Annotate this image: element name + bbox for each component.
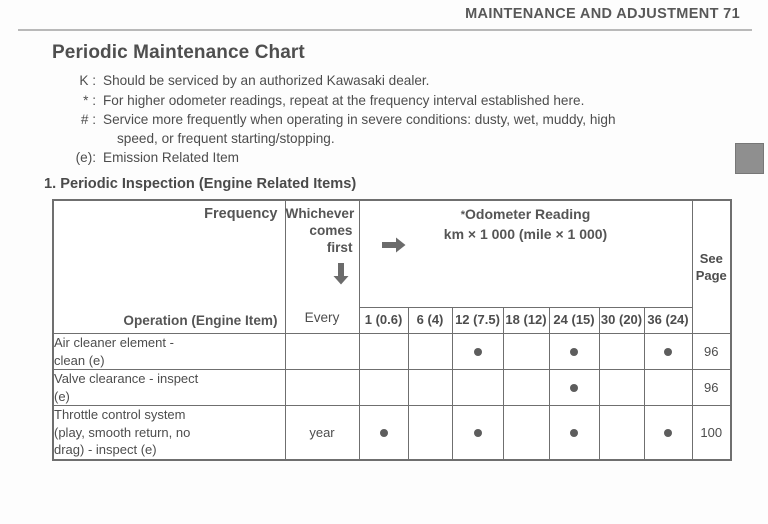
table-header-row <box>53 200 731 308</box>
odometer-col-3 <box>452 308 503 334</box>
mark-cell-2 <box>408 406 452 460</box>
mark-cell-2 <box>408 370 452 406</box>
odometer-col-6 <box>599 308 644 334</box>
operation-label: Operation (Engine Item) <box>123 313 278 328</box>
table-row <box>53 334 731 370</box>
see-page-line-1: See <box>699 251 723 266</box>
frequency-label: Frequency <box>204 206 278 222</box>
legend-text: Emission Related Item <box>103 150 239 165</box>
header-cell-see-page <box>692 200 731 334</box>
odometer-mile-4: (12) <box>523 312 547 327</box>
see-page-cell: 96 <box>692 370 731 406</box>
header-cell-odometer <box>359 200 692 308</box>
running-head: MAINTENANCE AND ADJUSTMENT 71 <box>465 6 740 22</box>
operation-line-2: (e) <box>54 388 70 404</box>
whichever-line-3: first <box>326 240 353 255</box>
mark-cell-4 <box>503 406 549 460</box>
operation-cell <box>53 406 285 460</box>
odometer-mile-1: (0.6) <box>375 312 403 327</box>
header-cell-every <box>285 200 359 334</box>
maintenance-table <box>52 199 732 461</box>
odometer-km-1: 1 <box>364 312 372 327</box>
legend-list <box>66 72 746 169</box>
arrow-right-icon <box>382 237 406 256</box>
every-cell <box>285 334 359 370</box>
legend-text <box>103 111 746 148</box>
every-cell <box>285 370 359 406</box>
mark-cell-5 <box>549 370 599 406</box>
mark-cell-3 <box>452 334 503 370</box>
mark-cell-1 <box>359 406 408 460</box>
odometer-km-7: 36 <box>647 312 662 327</box>
arrow-down-icon <box>286 263 349 288</box>
page-title: Periodic Maintenance Chart <box>52 42 305 63</box>
odometer-title-line2: km × 1 000 (mile × 1 000) <box>443 226 608 242</box>
whichever-line-2: comes <box>309 223 353 238</box>
operation-line-1: Throttle control system <box>54 407 186 422</box>
legend-text: For higher odometer readings, repeat at the frequency interval established here. <box>103 92 585 108</box>
legend-item <box>66 92 746 111</box>
header-rule <box>18 29 752 31</box>
legend-key: * : <box>83 92 96 108</box>
legend-key: # : <box>80 112 96 127</box>
mark-cell-7 <box>644 370 692 406</box>
whichever-line-1: Whichever <box>285 206 355 221</box>
see-page-cell: 100 <box>692 406 731 460</box>
odometer-km-3: 12 <box>455 312 470 327</box>
see-page-cell: 96 <box>692 334 731 370</box>
odometer-col-2 <box>408 308 452 334</box>
odometer-col-5 <box>549 308 599 334</box>
mark-cell-6 <box>599 334 644 370</box>
every-label: Every <box>304 310 340 325</box>
odometer-km-5: 24 <box>553 312 568 327</box>
page-tab-marker <box>735 143 764 174</box>
service-mark-dot <box>664 348 672 356</box>
odometer-km-6: 30 <box>600 312 616 327</box>
operation-line-2: (play, smooth return, no <box>54 424 191 440</box>
operation-line-1: Valve clearance - inspect <box>54 371 199 386</box>
odometer-reading-title <box>360 205 692 244</box>
odometer-km-2: 6 <box>416 312 424 327</box>
odometer-title-line1 <box>461 206 591 222</box>
mark-cell-5 <box>549 406 599 460</box>
odometer-mile-6: (20) <box>618 312 643 327</box>
header-cell-operation <box>53 200 285 334</box>
operation-line-2: clean (e) <box>54 352 105 368</box>
odometer-col-1 <box>359 308 408 334</box>
odometer-mile-5: (15) <box>571 312 595 327</box>
mark-cell-6 <box>599 406 644 460</box>
whichever-comes-first-label <box>286 205 353 256</box>
operation-line-3: drag) - inspect (e) <box>54 442 157 457</box>
mark-cell-4 <box>503 334 549 370</box>
mark-cell-1 <box>359 370 408 406</box>
service-mark-dot <box>380 429 388 437</box>
mark-cell-7 <box>644 334 692 370</box>
legend-text-line2: speed, or frequent starting/stopping. <box>117 130 335 146</box>
mark-cell-3 <box>452 406 503 460</box>
legend-key: K : <box>79 73 96 88</box>
service-mark-dot <box>570 429 578 437</box>
odometer-title-text: Odometer Reading <box>465 206 591 222</box>
service-mark-dot <box>570 384 578 392</box>
mark-cell-4 <box>503 370 549 406</box>
mark-cell-5 <box>549 334 599 370</box>
mark-cell-1 <box>359 334 408 370</box>
service-mark-dot <box>570 348 578 356</box>
operation-line-1: Air cleaner element - <box>54 335 174 350</box>
mark-cell-2 <box>408 334 452 370</box>
legend-item <box>66 72 746 91</box>
table-row <box>53 370 731 406</box>
mark-cell-7 <box>644 406 692 460</box>
legend-item <box>66 111 746 148</box>
odometer-col-4 <box>503 308 549 334</box>
see-page-line-2: Page <box>695 268 727 283</box>
legend-text: Should be serviced by an authorized Kawasaki dealer. <box>103 73 430 88</box>
section-heading: 1. Periodic Inspection (Engine Related Items) <box>44 176 357 192</box>
legend-text-line1: Service more frequently when operating in severe conditions: dusty, wet, muddy, high <box>103 112 616 127</box>
odometer-mile-3: (7.5) <box>473 312 500 327</box>
odometer-col-7 <box>644 308 692 334</box>
service-mark-dot <box>474 348 482 356</box>
odometer-km-4: 18 <box>505 312 520 327</box>
legend-item <box>66 149 746 168</box>
mark-cell-3 <box>452 370 503 406</box>
every-cell: year <box>285 406 359 460</box>
mark-cell-6 <box>599 370 644 406</box>
legend-key: (e): <box>75 150 96 165</box>
odometer-mile-7: (24) <box>665 312 689 327</box>
operation-cell <box>53 334 285 370</box>
table-row <box>53 406 731 460</box>
service-mark-dot <box>474 429 482 437</box>
service-mark-dot <box>664 429 672 437</box>
asterisk-marker: * <box>460 209 466 221</box>
operation-cell <box>53 370 285 406</box>
odometer-mile-2: (4) <box>427 312 444 327</box>
